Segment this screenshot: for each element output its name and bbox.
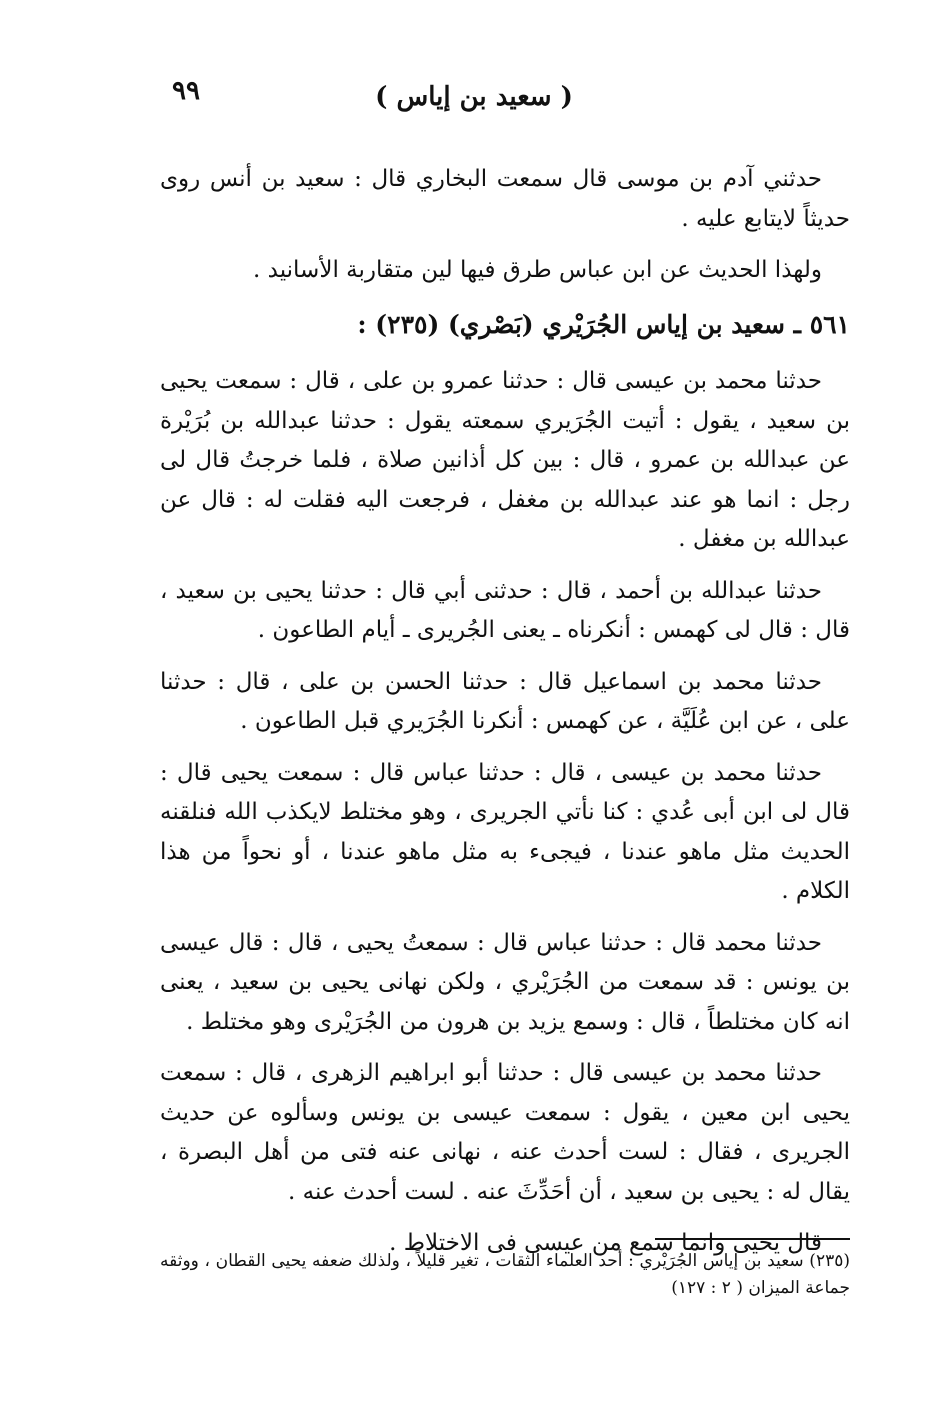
paragraph: ولهذا الحديث عن ابن عباس طرق فيها لين متقاربة الأسانيد . <box>253 257 822 283</box>
main-text <box>160 160 850 1276</box>
entry-heading: ٥٦١ ـ سعيد بن إياس الجُرَيْري (بَصْري) (٢٣٥) : <box>357 309 850 339</box>
footnote-divider <box>655 1238 850 1240</box>
closing-line: قال يحيى وانما سمع من عيسى فى الاختلاط . <box>389 1230 822 1256</box>
entry-paragraph: حدثنا محمد قال : حدثنا عباس قال : سمعتُ يحيى ، قال : قال عيسى بن يونس : قد سمعت من الجُرَيْري ، ولكن نهانى يحيى بن سعيد ، يعنى انه كان مختلطاً ، قال : وسمع يزيد بن هرون من الجُرَيْرى وهو مختلط . <box>160 929 850 1035</box>
entry-paragraph: حدثنا محمد بن اسماعيل قال : حدثنا الحسن بن على ، قال : حدثنا على ، عن ابن عُلَيَّة ، عن كهمس : أنكرنا الجُرَيري قبل الطاعون . <box>160 668 850 734</box>
running-head: ( سعيد بن إياس ) <box>375 82 573 112</box>
entry-paragraph: حدثنا محمد بن عيسى ، قال : حدثنا عباس قال : سمعت يحيى قال : قال لى ابن أبى عُدي : كنا نأتي الجريرى ، وهو مختلط لايكذب الله فنلقنه الحديث مثل ماهو عندنا ، فيجىء به مثل ماهو عندنا ، أو نحواً من هذا الكلام . <box>160 759 850 904</box>
page-number: ٩٩ <box>172 76 200 106</box>
entry-paragraph: حدثنا عبدالله بن أحمد ، قال : حدثنى أبي قال : حدثنا يحيى بن سعيد ، قال : قال لى كهمس : أنكرناه ـ يعنى الجُريرى ـ أيام الطاعون . <box>160 577 850 643</box>
entry-paragraph: حدثنا محمد بن عيسى قال : حدثنا عمرو بن على ، قال : سمعت يحيى بن سعيد ، يقول : أتيت الجُرَيري سمعته يقول : حدثنا عبدالله بن بُرَيْرة عن عبدالله بن عمرو ، قال : بين كل أذانين صلاة ، فلما خرجتُ قال لى رجل : انما هو عند عبدالله بن مغفل ، فرجعت اليه فقلت له : قال عن عبدالله بن مغفل . <box>160 368 850 552</box>
entry-paragraph: حدثنا محمد بن عيسى قال : حدثنا أبو ابراهيم الزهرى ، قال : سمعت يحيى ابن معين ، يقول : سمعت عيسى بن يونس وسألوه عن حديث الجريرى ، فقال : لست أحدث عنه ، نهانى عنه فتى من أهل البصرة ، يقال له : يحيى بن سعيد ، أن أحَدِّثَ عنه . لست أحدث عنه . <box>160 1060 850 1205</box>
footnote: (٢٣٥) سعيد بن إياس الجُرَيْري : أحد العلماء الثقات ، تغير قليلاً ، ولذلك ضعفه يحيى القطان ، ووثقه جماعة الميزان ( ٢ : ١٢٧) <box>160 1251 850 1298</box>
paragraph: حدثني آدم بن موسى قال سمعت البخاري قال : سعيد بن أنس روى حديثاً لايتابع عليه . <box>160 166 850 232</box>
